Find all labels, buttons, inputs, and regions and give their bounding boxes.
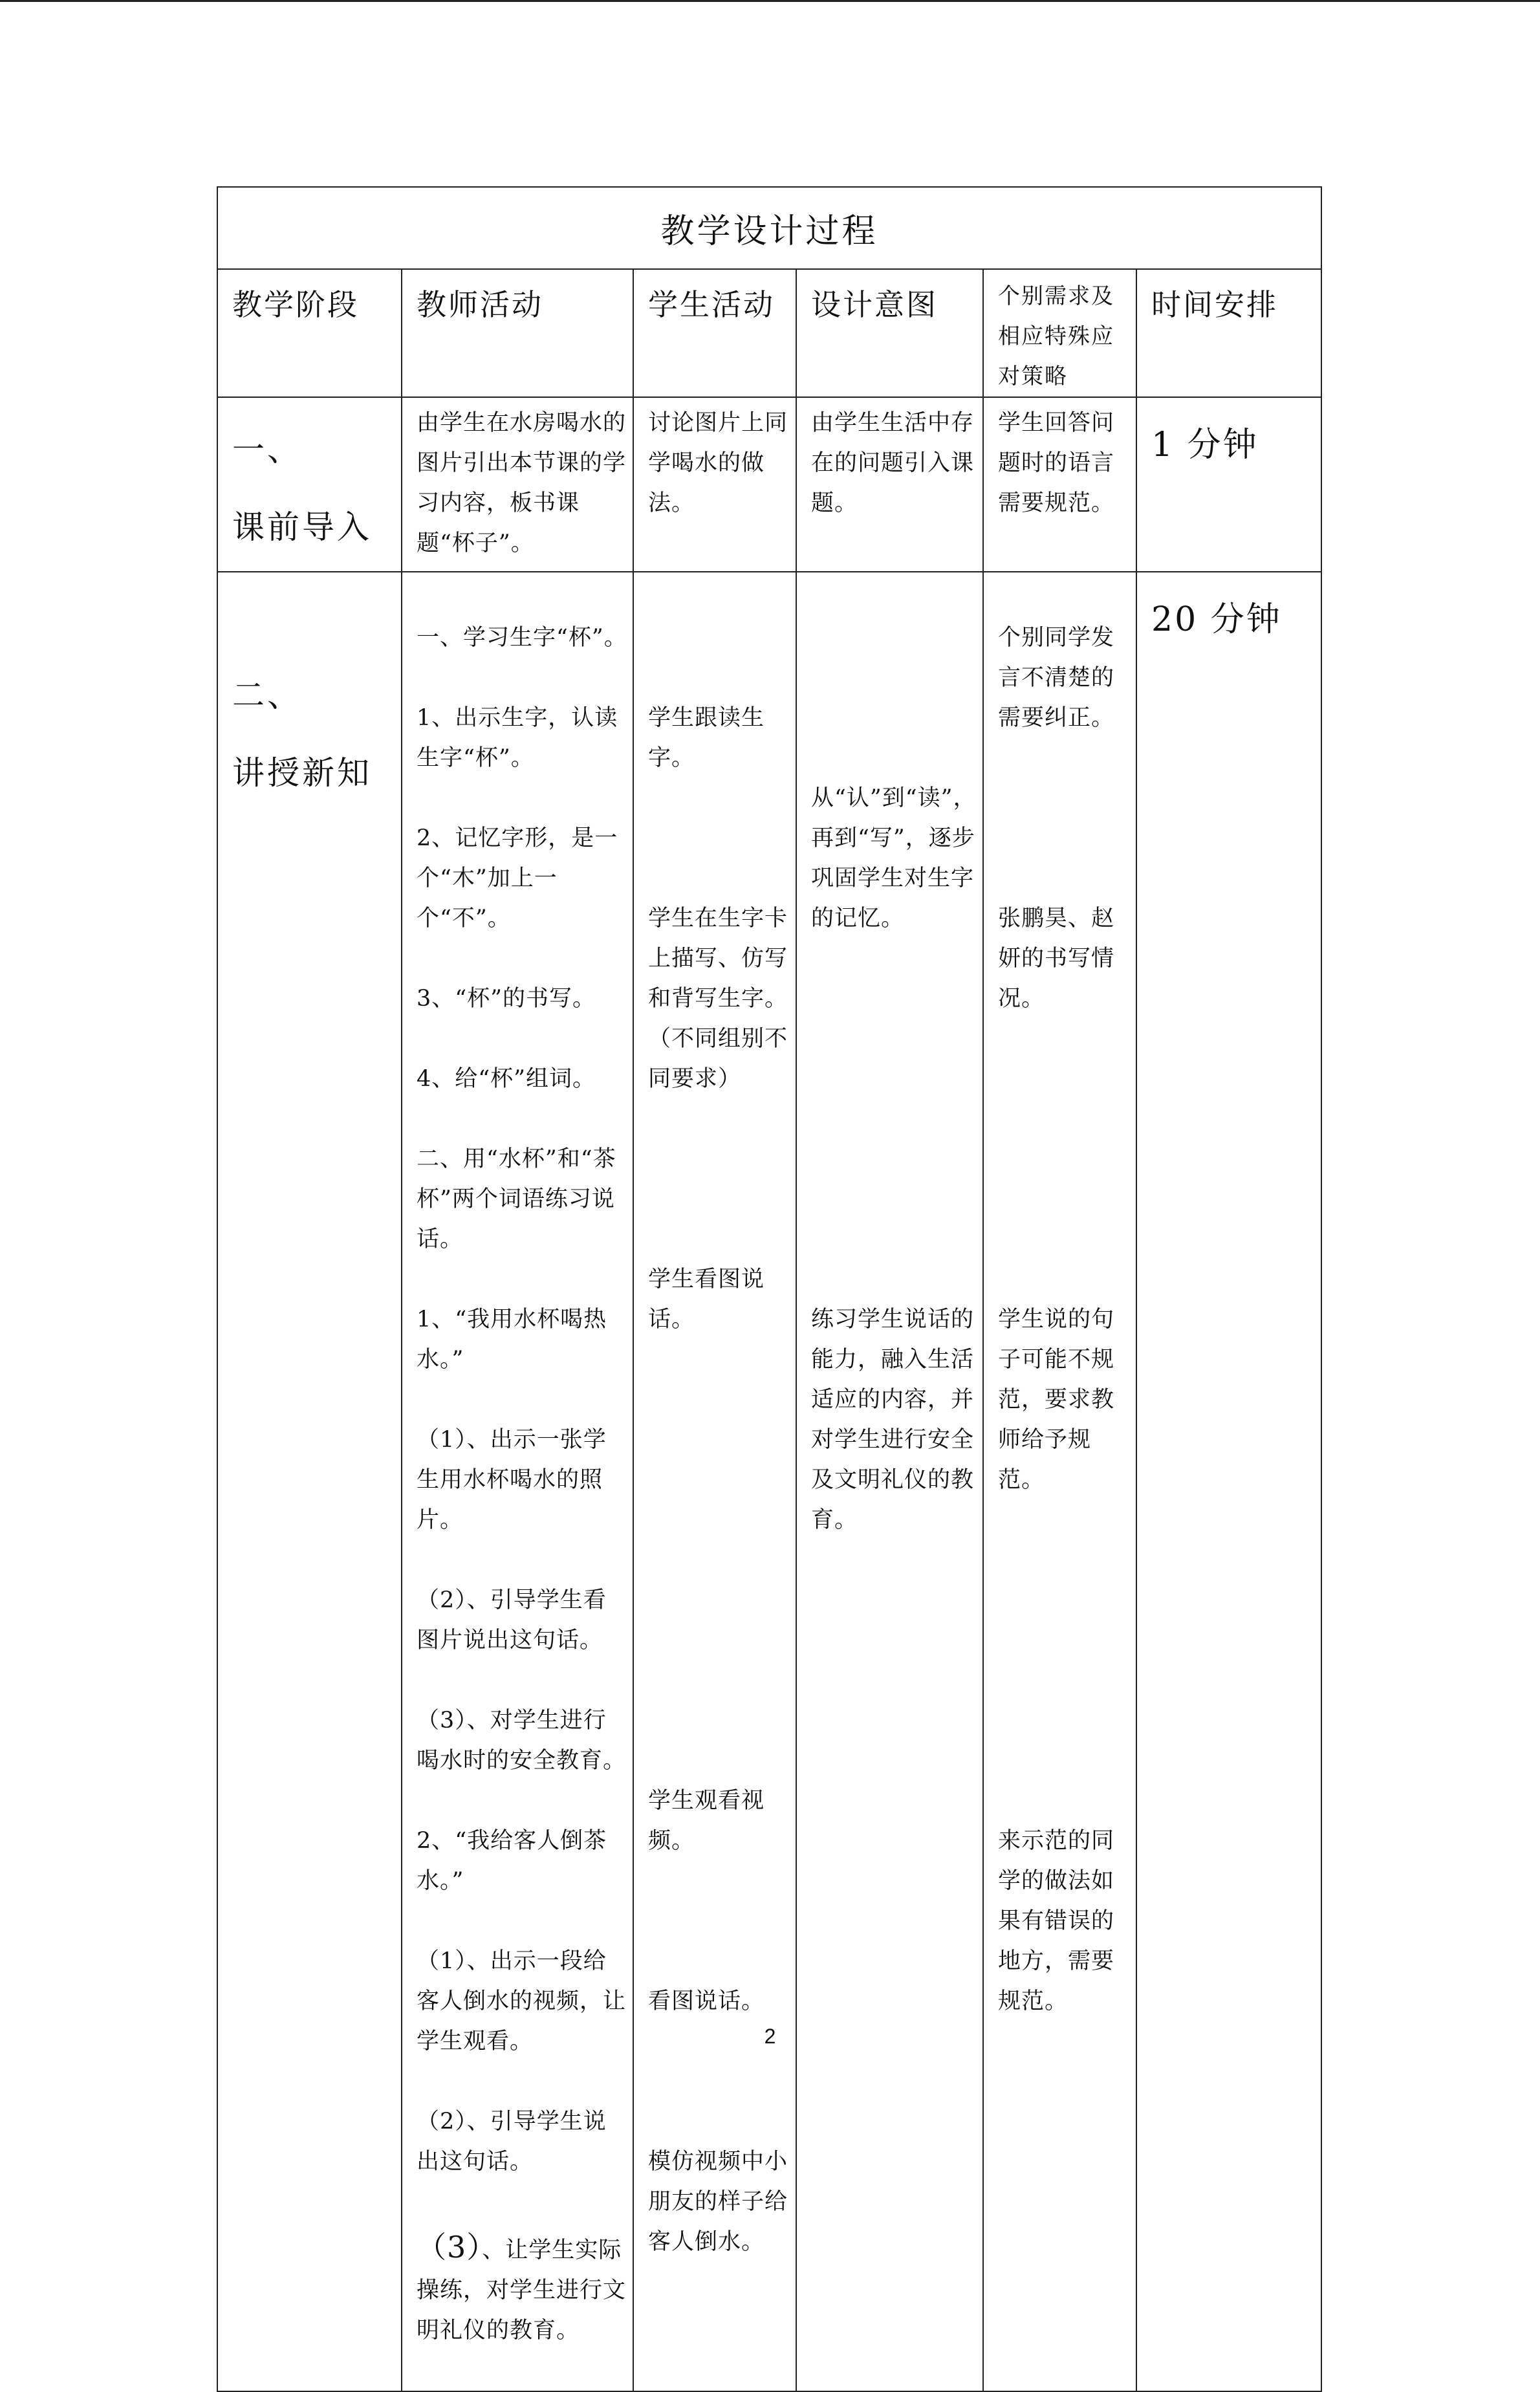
teacher-line: （2）、引导学生说出这句话。 bbox=[417, 2109, 607, 2175]
teacher-line: （3）、对学生进行喝水时的安全教育。 bbox=[417, 1708, 627, 1774]
needs-block: 学生说的句子可能不规范，要求教师给予规范。 bbox=[998, 1307, 1115, 1493]
cell-time: 20 分钟 bbox=[1136, 572, 1321, 2391]
teacher-line: 2、“我给客人倒茶水。” bbox=[417, 1828, 607, 1894]
intent-block: 从“认”到“读”，再到“写”，逐步巩固学生对生字的记忆。 bbox=[811, 785, 977, 931]
teacher-line: （2）、引导学生看图片说出这句话。 bbox=[417, 1587, 607, 1653]
needs-block: 张鹏昊、赵妍的书写情况。 bbox=[998, 906, 1115, 1012]
student-block: 看图说话。 bbox=[648, 1988, 765, 2014]
cell-teacher: 由学生在水房喝水的图片引出本节课的学习内容，板书课题“杯子”。 bbox=[402, 397, 633, 572]
student-block: 学生观看视频。 bbox=[648, 1788, 765, 1854]
teacher-line: 1、出示生字，认读生字“杯”。 bbox=[417, 705, 618, 771]
teacher-line: 4、给“杯”组词。 bbox=[417, 1066, 596, 1092]
teacher-line: （1）、出示一段给客人倒水的视频，让学生观看。 bbox=[417, 1948, 627, 2054]
lesson-design-table bbox=[217, 186, 1322, 2392]
intent-block: 练习学生说话的能力，融入生活适应的内容，并对学生进行安全及文明礼仪的教育。 bbox=[811, 1307, 975, 1533]
teacher-line: 3、“杯”的书写。 bbox=[417, 986, 596, 1012]
table-title: 教学设计过程 bbox=[217, 187, 1321, 269]
teacher-line: （1）、出示一张学生用水杯喝水的照片。 bbox=[417, 1427, 607, 1533]
cell-needs bbox=[983, 572, 1136, 2391]
table-row-new-knowledge bbox=[217, 572, 1321, 2391]
header-cell-teacher: 教师活动 bbox=[402, 269, 633, 397]
header-cell-needs: 个别需求及相应特殊应对策略 bbox=[983, 269, 1136, 397]
step-number: （3） bbox=[417, 2230, 483, 2265]
cell-student: 讨论图片上同学喝水的做法。 bbox=[633, 397, 796, 572]
page-number: 2 bbox=[764, 2025, 776, 2048]
student-block: 模仿视频中小朋友的样子给客人倒水。 bbox=[648, 2149, 788, 2255]
top-border-line bbox=[0, 0, 1540, 2]
cell-intent bbox=[796, 572, 983, 2391]
cell-intent: 由学生生活中存在的问题引入课题。 bbox=[796, 397, 983, 572]
needs-block: 个别同学发言不清楚的需要纠正。 bbox=[998, 625, 1115, 731]
cell-needs: 学生回答问题时的语言需要规范。 bbox=[983, 397, 1136, 572]
header-cell-intent: 设计意图 bbox=[796, 269, 983, 397]
needs-block: 来示范的同学的做法如果有错误的地方，需要规范。 bbox=[998, 1828, 1115, 2014]
student-block: 学生在生字卡上描写、仿写和背写生字。（不同组别不同要求） bbox=[648, 906, 788, 1092]
header-cell-stage: 教学阶段 bbox=[217, 269, 402, 397]
cell-stage: 二、 讲授新知 bbox=[217, 572, 402, 2391]
cell-student bbox=[633, 572, 796, 2391]
cell-time: 1 分钟 bbox=[1136, 397, 1321, 572]
teacher-line bbox=[417, 2227, 627, 2351]
header-cell-student: 学生活动 bbox=[633, 269, 796, 397]
teacher-line: 一、学习生字“杯”。 bbox=[417, 625, 627, 651]
header-cell-time: 时间安排 bbox=[1136, 269, 1321, 397]
cell-teacher bbox=[402, 572, 633, 2391]
teacher-line: 二、用“水杯”和“茶杯”两个词语练习说话。 bbox=[417, 1146, 616, 1252]
student-block: 学生跟读生字。 bbox=[648, 705, 765, 771]
table-row-intro bbox=[217, 397, 1321, 572]
step-text: 、让学生实际操练，对学生进行文明礼仪的教育。 bbox=[417, 2237, 627, 2343]
cell-stage: 一、 课前导入 bbox=[217, 397, 402, 572]
teacher-line: 1、“我用水杯喝热水。” bbox=[417, 1307, 607, 1373]
header-row bbox=[217, 269, 1321, 397]
teacher-line: 2、记忆字形，是一个“木”加上一个“不”。 bbox=[417, 825, 618, 931]
student-block: 学生看图说话。 bbox=[648, 1267, 765, 1332]
